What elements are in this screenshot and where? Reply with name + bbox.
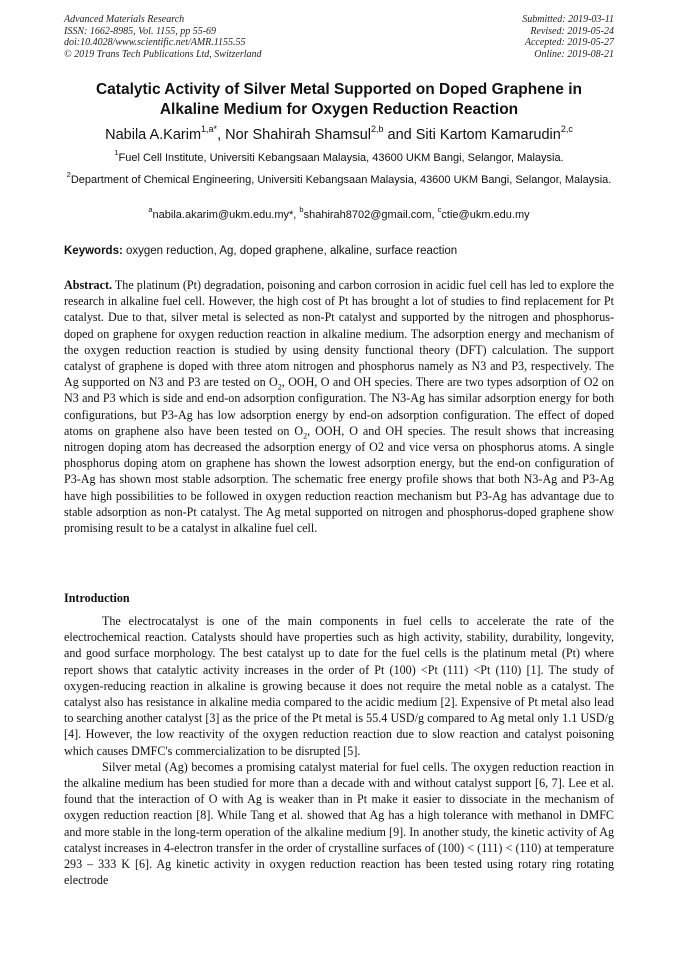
intro-paragraph-1: The electrocatalyst is one of the main components in fuel cells to accelerate the rate of the electrochemical reaction. Catalysts should have properties such as high activity, stability, durability, longevity, and good surface morphology. The best catalyst up to date for the fuel cells is the platinum metal (Pt) where report shows that catalytic activity increases in the order of Pt (100) <Pt (111) <Pt (110) [1]. The study of oxygen-reducing reaction in alkaline is growing because it does not require the metal noble as a catalyst. The catalyst also has resistance in alkaline media compared to the acidic medium [2]. Expensive of Pt metal also lead to searching another catalyst [3] as the price of the Pt metal is 55.4 USD/g compared to Ag metal only 1.1 USD/g [4]. However, the low reactivity of the oxygen reduction reaction due to slow reaction and catalyst poisoning which causes DMFC's commercialization to be disrupted [5].	[64, 614, 614, 758]
abstract-subscript-1: 2	[277, 382, 282, 392]
keywords	[64, 244, 614, 258]
author-3-marker: 2,c	[560, 124, 573, 135]
abstract-label: Abstract.	[64, 278, 113, 292]
affiliation-1	[64, 148, 614, 166]
author-2-marker: 2,b	[371, 124, 384, 135]
issn-line: ISSN: 1662-8985, Vol. 1155, pp 55-69	[64, 25, 217, 37]
abstract-part-1: The platinum (Pt) degradation, poisoning and carbon corrosion in acidic fuel cell has led to explore the research in alkaline fuel cell. However, the high cost of Pt has brought a lot of studies to find replacement for Pt catalyst. Due to that, silver metal is selected as non-Pt catalyst and supported by the nitrogen and phosphorus-doped on graphene for oxygen reduction reaction in alkaline medium. The adsorption energy and mechanism of the oxygen reduction reaction is studied by using density functional theory (DFT) calculation. The support catalyst of graphene is doped with three atom nitrogen and phosphorus namely as N3 and P3, respectively. The Ag supported on N3 and P3 are tested on O	[64, 278, 614, 390]
abstract-subscript-2: 2	[303, 431, 308, 441]
abstract-part-2: , OOH, O and OH species. There are two types adsorption of O2 on N3 and P3 which is side and end-on adsorption configuration. The N3-Ag has similar adsorption energy for both configurations, but P3-Ag has low adsorption energy by end-on adsorption configuration. The effect of doped atoms on graphene also have been tested on O	[64, 375, 614, 438]
journal-name: Advanced Materials Research	[64, 14, 185, 25]
section-heading-introduction: Introduction	[64, 591, 130, 605]
author-2: , Nor Shahirah Shamsul	[217, 127, 371, 143]
doi-line: doi:10.4028/www.scientific.net/AMR.1155.55	[64, 37, 246, 48]
abstract-part-3: , OOH, O and OH species. The result shows that increasing nitrogen doping atom has decreased the adsorption energy of O2 and vice versa on phosphorus atoms. A single phosphorus doping atom on graphene has shown the lowest adsorption energy, but the end-on configuration of P3-Ag has shown most stable adsorption. The schematic free energy profile shows that both N3-Ag and P3-Ag have high possibilities to be followed in oxygen reduction reaction mechanism but P3-Ag has advantage due to stable adsorption as non-Pt catalyst. The Ag metal supported on nitrogen and phosphorus-doped graphene show promising result to be a catalyst in alkaline fuel cell.	[64, 423, 614, 536]
email-2-marker: b	[299, 205, 304, 215]
journal-info	[64, 14, 262, 60]
title-line-1: Catalytic Activity of Silver Metal Supported on Doped Graphene in	[95, 81, 583, 98]
email-list	[64, 205, 614, 222]
keywords-text: oxygen reduction, Ag, doped graphene, alkaline, surface reaction	[122, 245, 458, 257]
introduction-body	[64, 613, 614, 888]
accepted-date: Accepted: 2019-05-27	[524, 37, 614, 48]
affiliation-2	[64, 170, 614, 188]
intro-paragraph-2: Silver metal (Ag) becomes a promising catalyst material for fuel cells. The oxygen reduction reaction in the alkaline medium has been studied for more than a decade with and without catalyst support [6, 7]. Lee et al. found that the interaction of O with Ag is weaker than in Pt make it easier to dissociate in the mechanism of oxygen reduction reaction [8]. While Tang et al. showed that Ag has a high tolerance with methanol in DMFC and more stable in the long-term operation of the alkaline medium [9]. In another study, the kinetic activity of Ag catalyst increases in 4-electron transfer in the order of crystalline surfaces of (100) < (111) < (110) at temperature 293 – 333 K [6]. Ag kinetic activity in oxygen reduction reaction has been tested using rotary ring rotating electrode	[64, 759, 614, 888]
author-1-marker: 1,a*	[201, 124, 218, 135]
email-2[interactable]: shahirah8702@gmail.com,	[303, 209, 438, 221]
submitted-date: Submitted: 2019-03-11	[522, 14, 614, 25]
author-1: Nabila A.Karim	[105, 127, 202, 143]
keywords-label: Keywords:	[64, 245, 123, 257]
affiliation-1-marker: 1	[114, 148, 119, 158]
title-line-2: Alkaline Medium for Oxygen Reduction Reaction	[159, 101, 519, 118]
copyright-line: © 2019 Trans Tech Publications Ltd, Switzerland	[64, 48, 262, 60]
author-3: and Siti Kartom Kamarudin	[383, 127, 561, 143]
paper-title	[40, 80, 638, 120]
email-3[interactable]: ctie@ukm.edu.my	[441, 209, 530, 221]
email-1-marker: a	[148, 205, 153, 215]
submission-dates	[522, 14, 614, 60]
abstract	[64, 277, 614, 536]
email-1[interactable]: nabila.akarim@ukm.edu.my*,	[152, 209, 300, 221]
revised-date: Revised: 2019-05-24	[530, 25, 614, 37]
online-date: Online: 2019-08-21	[534, 48, 614, 60]
affiliation-2-marker: 2	[66, 170, 71, 180]
affiliation-2-text: Department of Chemical Engineering, Universiti Kebangsaan Malaysia, 43600 UKM Bangi, Selangor, Malaysia.	[70, 174, 612, 186]
email-3-marker: c	[437, 205, 442, 215]
author-list	[30, 126, 648, 144]
affiliation-1-text: Fuel Cell Institute, Universiti Kebangsaan Malaysia, 43600 UKM Bangi, Selangor, Malaysia.	[118, 152, 564, 164]
